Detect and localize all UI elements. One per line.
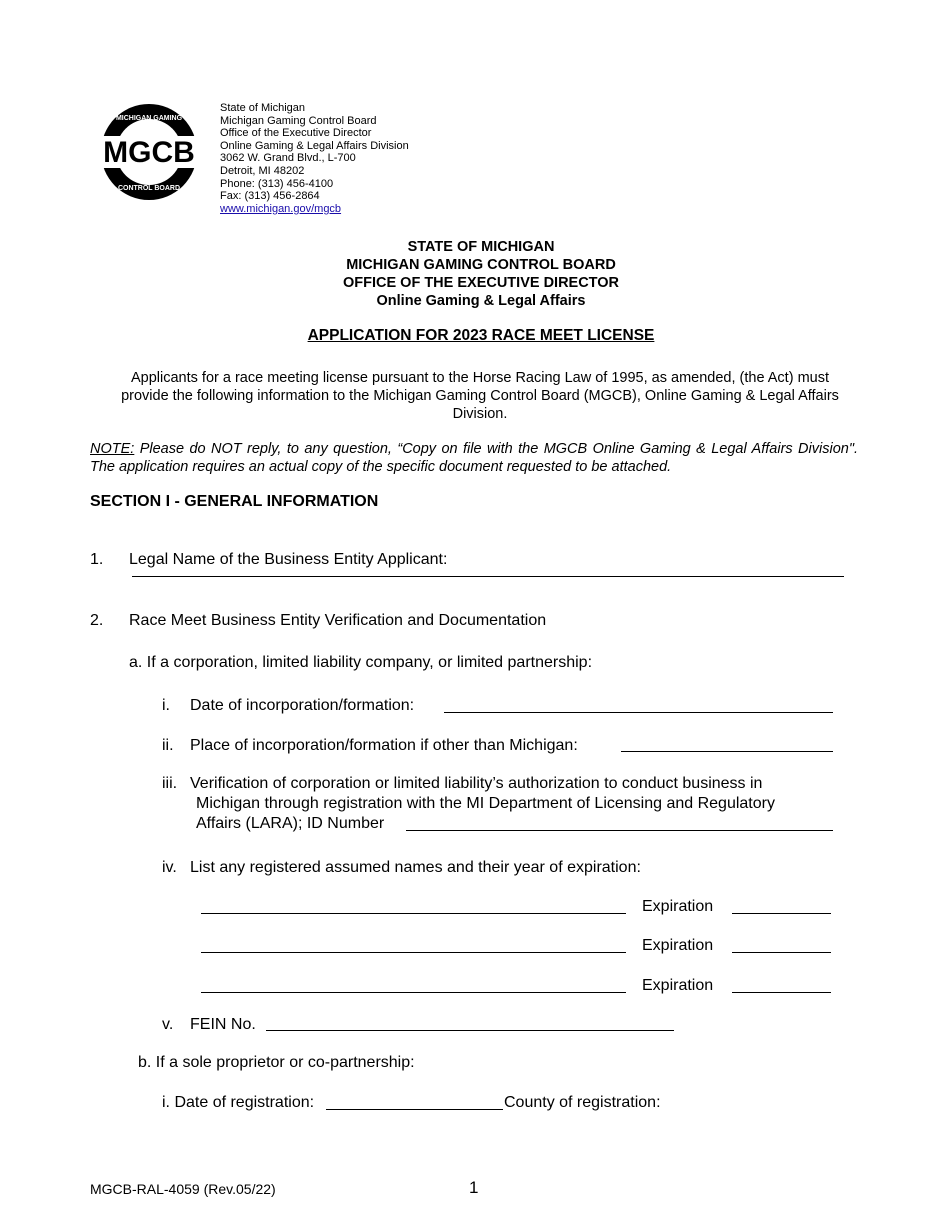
expiration-field[interactable] xyxy=(732,992,831,993)
phone-line: Phone: (313) 456-4100 xyxy=(220,177,334,190)
q2a-ii-number: ii. xyxy=(162,737,174,754)
address-line: Office of the Executive Director xyxy=(220,127,372,140)
address-line: 3062 W. Grand Blvd., L-700 xyxy=(220,152,356,165)
assumed-name-field[interactable] xyxy=(201,992,626,993)
agency-line-2: MICHIGAN GAMING CONTROL BOARD xyxy=(346,257,616,273)
registration-date-field[interactable] xyxy=(326,1109,503,1110)
expiration-label: Expiration xyxy=(642,898,714,915)
q2a-v-number: v. xyxy=(162,1016,174,1033)
section-title: SECTION I - GENERAL INFORMATION xyxy=(90,493,379,510)
agency-line-3: OFFICE OF THE EXECUTIVE DIRECTOR xyxy=(342,275,620,291)
address-block xyxy=(220,102,409,215)
q2b-i-label: i. Date of registration: xyxy=(162,1094,315,1111)
note-paragraph xyxy=(90,440,858,476)
q1-number: 1. xyxy=(90,551,104,568)
q2a-iv-number: iv. xyxy=(162,859,177,876)
lara-id-field[interactable] xyxy=(406,830,833,831)
fein-field[interactable] xyxy=(266,1030,674,1031)
q2a-iii-number: iii. xyxy=(162,775,178,792)
expiration-label: Expiration xyxy=(642,977,714,994)
expiration-label: Expiration xyxy=(642,937,714,954)
address-line: State of Michigan xyxy=(220,102,305,114)
expiration-field[interactable] xyxy=(732,913,831,914)
q1-label: Legal Name of the Business Entity Applicant: xyxy=(129,551,448,568)
address-line: Michigan Gaming Control Board xyxy=(220,114,377,127)
expiration-field[interactable] xyxy=(732,952,831,953)
q2-number: 2. xyxy=(90,612,104,629)
q2a-iii-line-2: Michigan through registration with the MI Department of Licensing and Regulatory xyxy=(196,795,775,812)
assumed-name-field[interactable] xyxy=(201,913,626,914)
agency-line-4: Online Gaming & Legal Affairs xyxy=(376,293,586,309)
mgcb-logo xyxy=(90,100,208,204)
q2b-label: b. If a sole proprietor or co-partnership: xyxy=(138,1054,415,1071)
q2a-i-label: Date of incorporation/formation: xyxy=(190,697,415,714)
form-id: MGCB-RAL-4059 (Rev.05/22) xyxy=(90,1181,276,1197)
page-number: 1 xyxy=(469,1178,479,1197)
legal-name-field[interactable] xyxy=(132,576,844,577)
form-title: APPLICATION FOR 2023 RACE MEET LICENSE xyxy=(307,327,655,344)
assumed-name-field[interactable] xyxy=(201,952,626,953)
note-text: Please do NOT reply, to any question, “Copy on file with the MGCB Online Gaming & Legal Affairs Division". The application requires an actual copy of the specific document requested to be attached. xyxy=(90,441,858,475)
q2a-iv-label: List any registered assumed names and their year of expiration: xyxy=(190,859,641,876)
logo-text: MGCB xyxy=(103,136,195,169)
incorporation-date-field[interactable] xyxy=(444,712,833,713)
address-line: Online Gaming & Legal Affairs Division xyxy=(220,139,409,152)
svg-text:CONTROL BOARD: CONTROL BOARD xyxy=(117,185,181,192)
agency-line-1: STATE OF MICHIGAN xyxy=(407,239,555,255)
q2a-iii-line-3: Affairs (LARA); ID Number xyxy=(196,815,385,832)
incorporation-place-field[interactable] xyxy=(621,751,833,752)
q2a-label: a. If a corporation, limited liability company, or limited partnership: xyxy=(129,654,593,671)
fax-line: Fax: (313) 456-2864 xyxy=(220,190,320,203)
q2a-ii-label: Place of incorporation/formation if other than Michigan: xyxy=(190,737,578,754)
q2a-v-label: FEIN No. xyxy=(190,1016,256,1033)
svg-text:MICHIGAN GAMING: MICHIGAN GAMING xyxy=(115,115,183,122)
q2a-i-number: i. xyxy=(162,697,170,714)
q2a-iii-line-1: Verification of corporation or limited liability’s authorization to conduct business in xyxy=(190,775,763,792)
note-label: NOTE: xyxy=(90,441,135,457)
website-link[interactable]: www.michigan.gov/mgcb xyxy=(220,202,342,215)
q2b-county-label: County of registration: xyxy=(504,1094,661,1111)
agency-heading xyxy=(0,238,950,310)
q2-label: Race Meet Business Entity Verification and Documentation xyxy=(129,612,547,629)
address-line: Detroit, MI 48202 xyxy=(220,164,305,177)
intro-paragraph: Applicants for a race meeting license pursuant to the Horse Racing Law of 1995, as amended, (the Act) must provide the following information to the Michigan Gaming Control Board (MGCB), Online Gaming & Legal Affairs Division. xyxy=(121,370,839,422)
